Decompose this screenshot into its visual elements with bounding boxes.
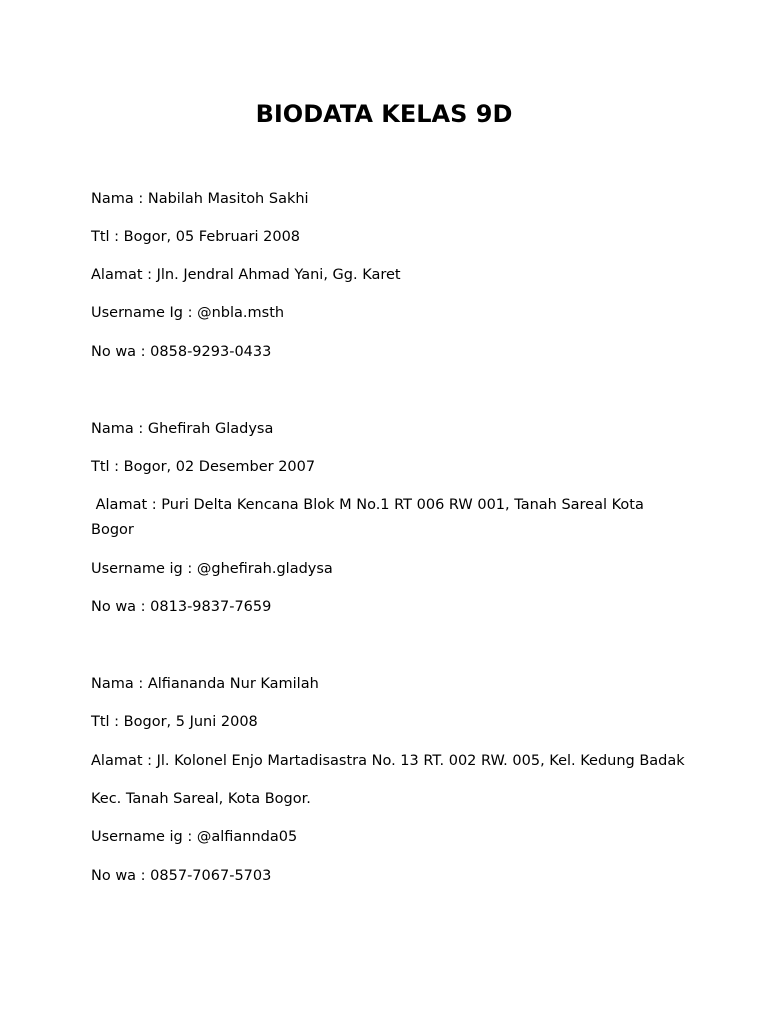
entry-2-alamat-line-2: Bogor: [91, 522, 134, 538]
entry-3-username: Username ig : @alfiannda05: [91, 829, 298, 845]
entry-2-ttl: Ttl : Bogor, 02 Desember 2007: [91, 459, 316, 475]
entry-2-nama: Nama : Ghefirah Gladysa: [91, 421, 274, 437]
entry-3-ttl: Ttl : Bogor, 5 Juni 2008: [91, 714, 258, 730]
entry-2-username: Username ig : @ghefirah.gladysa: [91, 561, 333, 577]
entry-1-alamat: Alamat : Jln. Jendral Ahmad Yani, Gg. Karet: [91, 267, 401, 283]
entry-2-wa: No wa : 0813-9837-7659: [91, 599, 272, 615]
entry-1-username: Username Ig : @nbla.msth: [91, 305, 285, 321]
entry-3-wa: No wa : 0857-7067-5703: [91, 868, 272, 884]
entry-2-alamat-line-1: Alamat : Puri Delta Kencana Blok M No.1 RT 006 RW 001, Tanah Sareal Kota: [91, 497, 644, 513]
entry-1-nama: Nama : Nabilah Masitoh Sakhi: [91, 191, 309, 207]
entry-3-alamat-line-2: Kec. Tanah Sareal, Kota Bogor.: [91, 791, 311, 807]
entry-3-alamat-line-1: Alamat : Jl. Kolonel Enjo Martadisastra No. 13 RT. 002 RW. 005, Kel. Kedung Badak: [91, 753, 685, 769]
entry-1-wa: No wa : 0858-9293-0433: [91, 344, 272, 360]
entry-1-ttl: Ttl : Bogor, 05 Februari 2008: [91, 229, 301, 245]
page-title: BIODATA KELAS 9D: [255, 100, 513, 128]
entry-3-nama: Nama : Alfiananda Nur Kamilah: [91, 676, 319, 692]
